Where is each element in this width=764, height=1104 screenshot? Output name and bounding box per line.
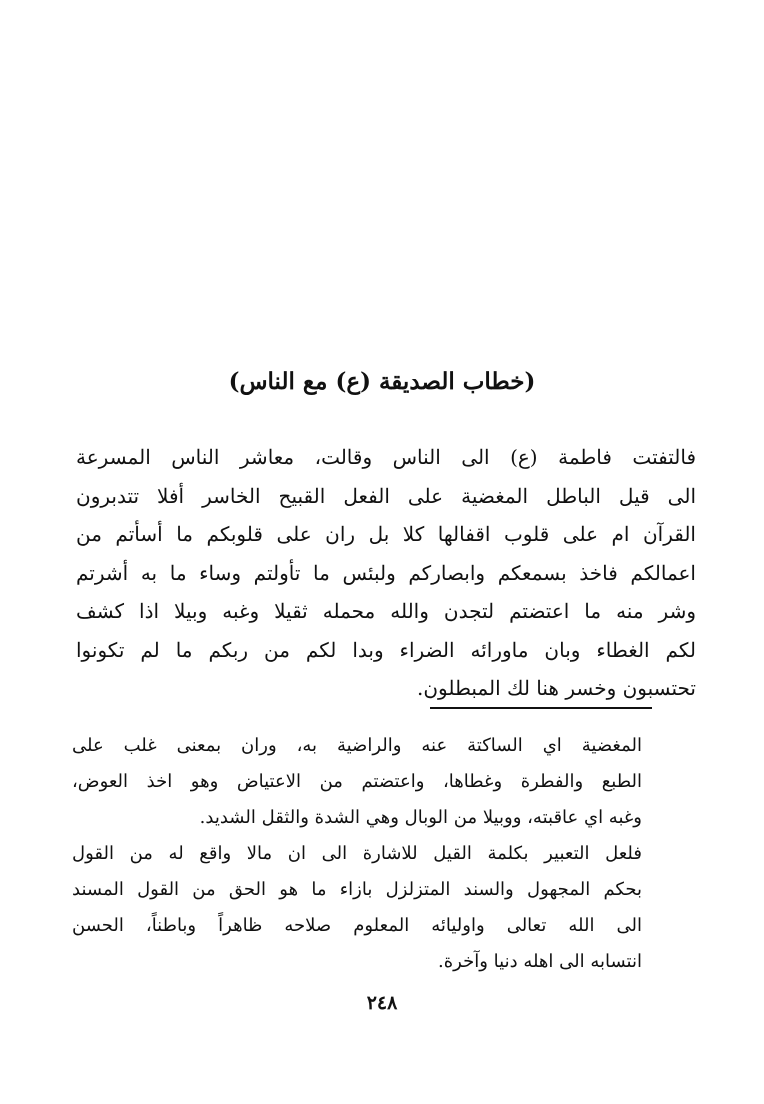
main-text-line: لكم الغطاء وبان ماورائه الضراء وبدا لكم من ربكم ما لم تكونوا [76,637,696,662]
footnotes [72,728,642,980]
main-text-line: تحتسبون وخسر هنا لك المبطلون. [416,676,696,700]
footnote-line: المغضية اي الساكتة عنه والراضية به، وران بمعنى غلب على [72,735,642,756]
footnote-line: الى الله تعالى واوليائه المعلوم صلاحه ظاهراً وباطناً، الحسن [72,915,642,936]
footnote-line: وغبه اي عاقبته، ووبيلا من الوبال وهي الشدة والثقل الشديد. [199,807,642,828]
footnote-line: فلعل التعبير بكلمة القيل للاشارة الى ان مالا واقع له من القول [72,843,642,864]
main-text [76,438,696,708]
main-text-line: فالتفتت فاطمة (ع) الى الناس وقالت، معاشر الناس المسرعة [76,445,696,469]
main-text-line: اعمالكم فاخذ بسمعكم وابصاركم ولبئس ما تأولتم وساء ما به أشرتم [76,560,696,585]
footnote-line: انتسابه الى اهله دنيا وآخرة. [438,951,642,972]
footnote-divider [430,707,652,709]
footnote-line: بحكم المجهول والسند المتزلزل بازاء ما هو الحق من القول المسند [72,879,642,900]
page-title: (خطاب الصديقة (ع) مع الناس) [228,368,536,395]
main-text-line: القرآن ام على قلوب اقفالها كلا بل ران على قلوبكم ما أسأتم من [76,522,696,546]
page-number: ٢٤٨ [366,992,398,1014]
footnote-line: الطبع والفطرة وغطاها، واعتضتم من الاعتياض وهو اخذ العوض، [72,771,642,792]
main-text-line: الى قيل الباطل المغضية على الفعل القبيح الخاسر أفلا تتدبرون [76,483,696,508]
main-text-line: وشر منه ما اعتضتم لتجدن والله محمله ثقيلا وغبه وبيلا اذا كشف [76,599,696,623]
